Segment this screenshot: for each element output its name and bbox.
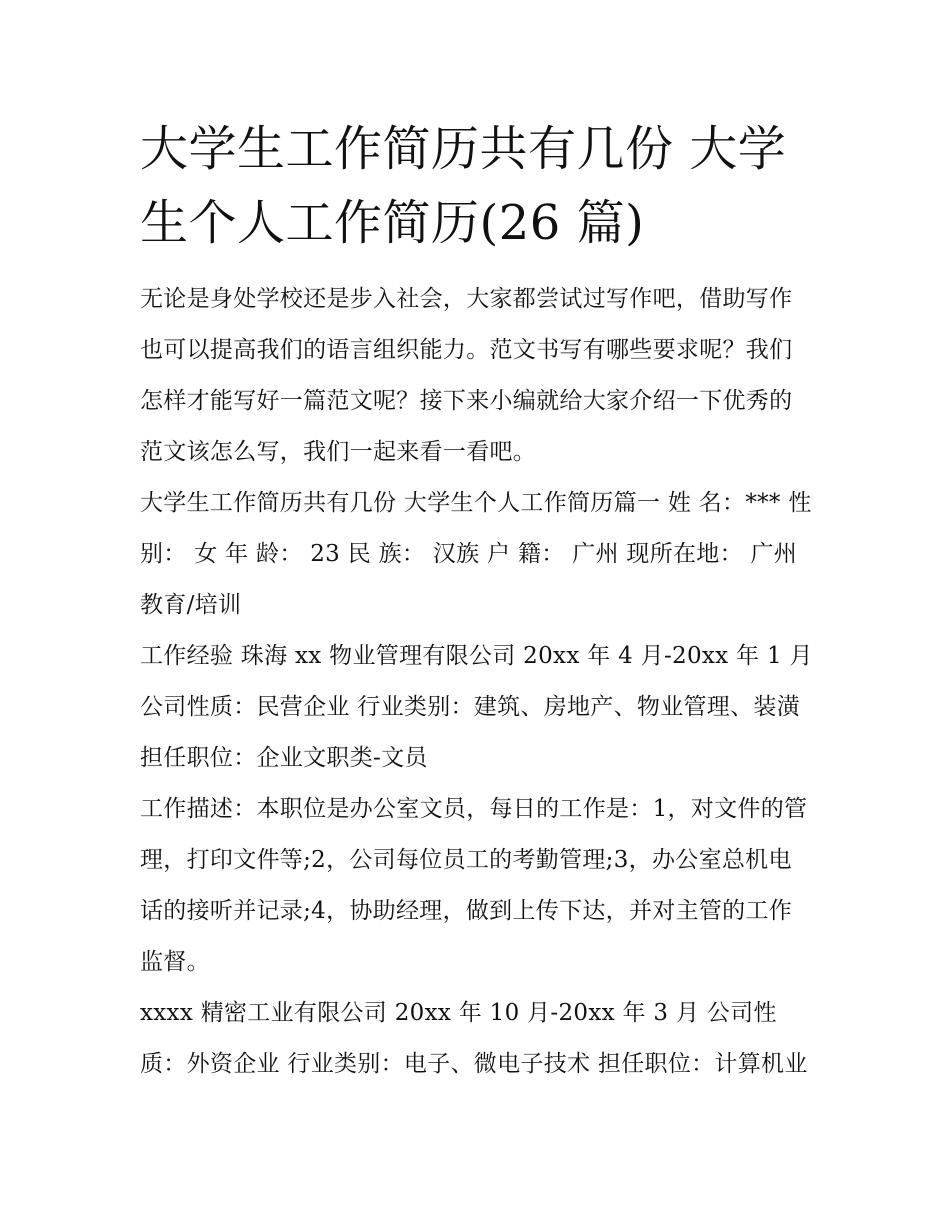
paragraph-job-description: 工作描述：本职位是办公室文员，每日的工作是：1，对文件的管理，打印文件等;2，公司每位员工的考勤管理;3，办公室总机电话的接听并记录;4，协助经理，做到上传下达，并对主管的工作监督。 (140, 796, 808, 975)
document-body (140, 274, 815, 1090)
paragraph-second-job: xxxx 精密工业有限公司 20xx 年 10 月-20xx 年 3 月 公司性质：外资企业 行业类别：电子、微电子技术 担任职位：计算机业 (140, 1000, 808, 1077)
paragraph-intro: 无论是身处学校还是步入社会，大家都尝试过写作吧，借助写作也可以提高我们的语言组织能力。范文书写有哪些要求呢？我们怎样才能写好一篇范文呢？接下来小编就给大家介绍一下优秀的范文该怎么写，我们一起来看一看吧。 (140, 286, 793, 465)
paragraph-personal-info: 大学生工作简历共有几份 大学生个人工作简历篇一 姓 名：*** 性 别： 女 年 龄： 23 民 族： 汉族 户 籍： 广州 现所在地： 广州 教育/培训 (140, 490, 812, 618)
document-page (140, 112, 815, 1090)
document-title: 大学生工作简历共有几份 大学生个人工作简历(26 篇) (140, 121, 787, 251)
paragraph-work-experience: 工作经验 珠海 xx 物业管理有限公司 20xx 年 4 月-20xx 年 1 月 公司性质：民营企业 行业类别：建筑、房地产、物业管理、装潢 担任职位：企业文职类-文员 (140, 643, 813, 771)
